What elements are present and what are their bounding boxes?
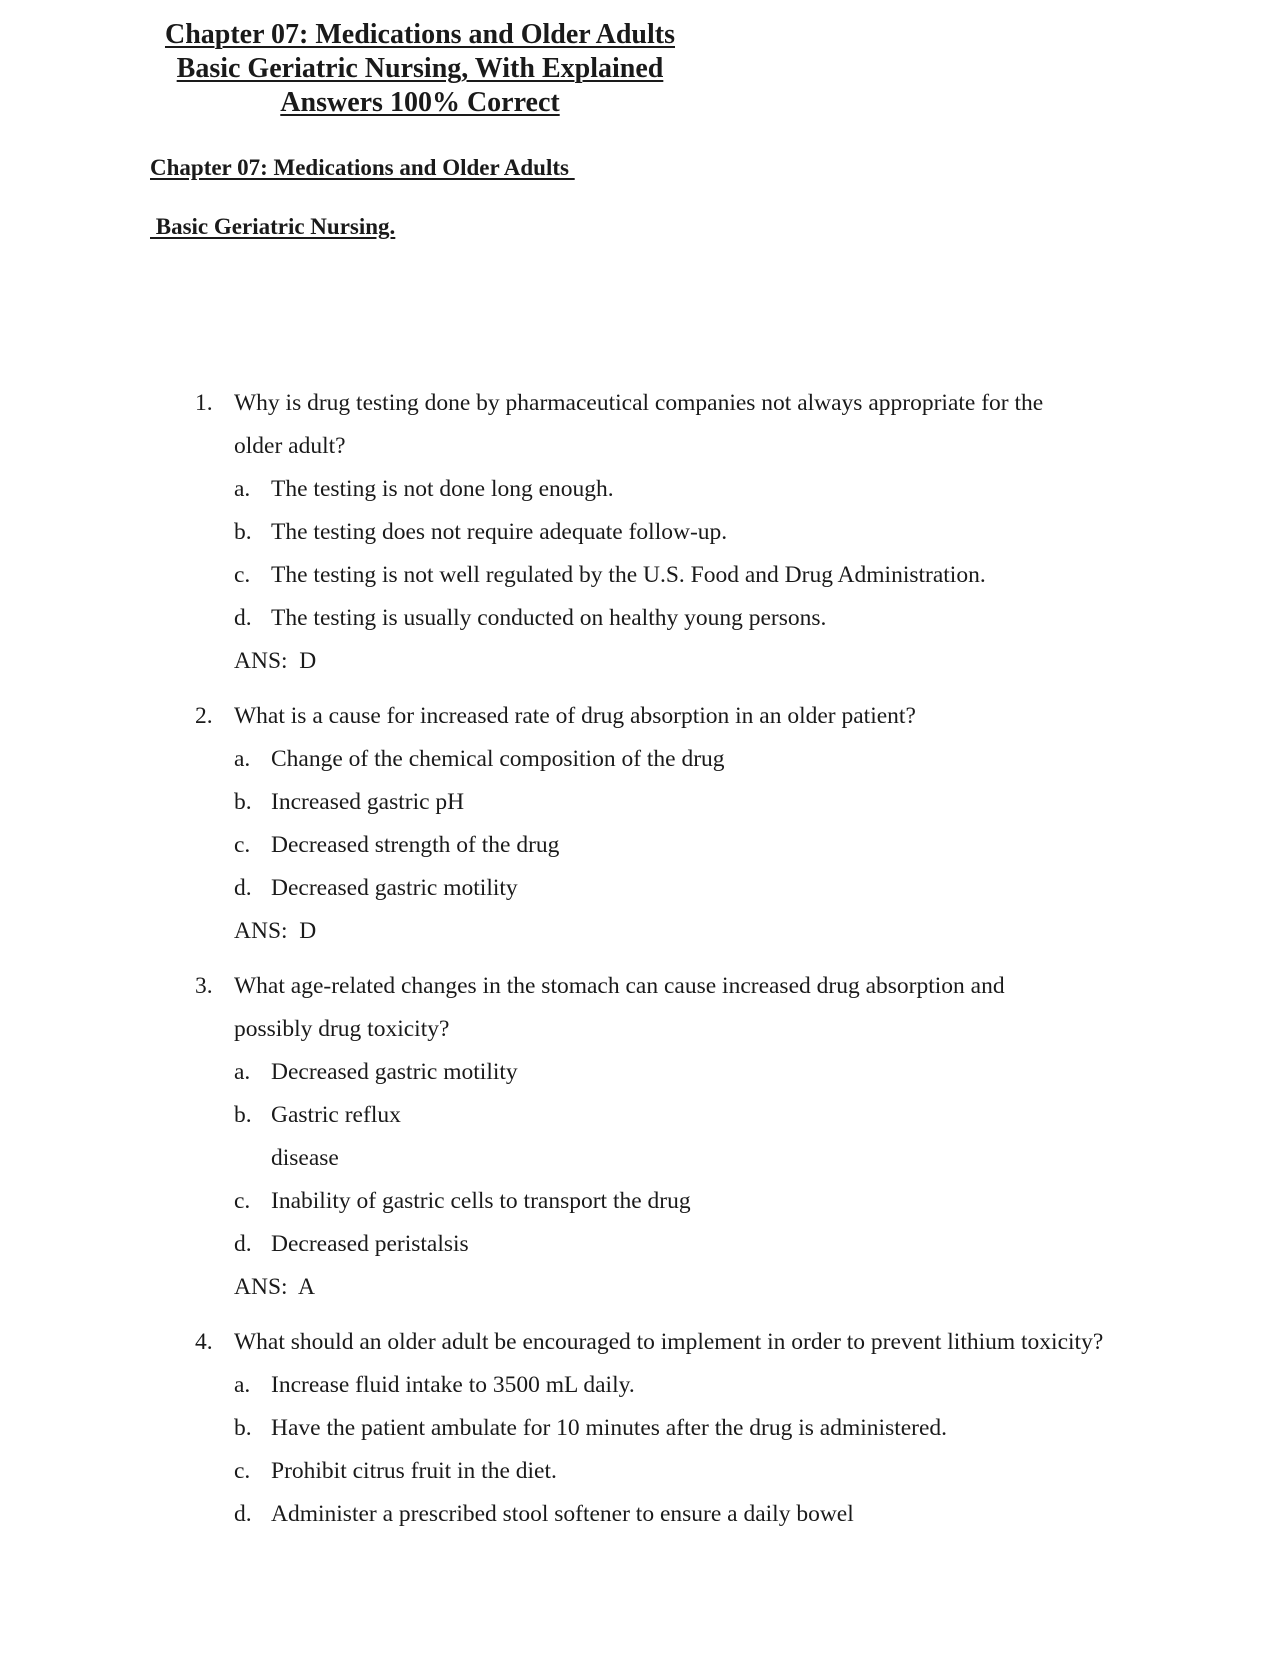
answer-option-b [195,511,1195,554]
answer-option-c [195,1180,1195,1223]
answer-option-d [195,867,1195,910]
option-text: disease [271,1145,339,1171]
option-text: Decreased gastric motility [271,1059,518,1085]
answer-option-a [195,1364,1195,1407]
question-4 [195,1321,1195,1536]
option-letter: d. [234,605,252,631]
answer-option-d [195,597,1195,640]
question-text: What age-related changes in the stomach can cause increased drug absorption and [234,973,1005,999]
answer-option-c [195,1450,1195,1493]
question-number: 2. [195,703,213,729]
option-text: The testing is not well regulated by the U.S. Food and Drug Administration. [271,562,986,588]
answer-option-b-continuation [195,1137,1195,1180]
question-1 [195,382,1195,683]
option-letter: b. [234,1415,252,1441]
title-line-3: Answers 100% Correct [280,87,560,118]
option-letter: a. [234,1059,251,1085]
option-letter: a. [234,746,251,772]
answer-key: ANS: A [234,1274,315,1300]
option-text: The testing does not require adequate follow-up. [271,519,728,545]
answer-option-d [195,1493,1195,1536]
option-text: Prohibit citrus fruit in the diet. [271,1458,557,1484]
option-letter: d. [234,1501,252,1527]
option-text: Increased gastric pH [271,789,465,815]
title-line-1: Chapter 07: Medications and Older Adults [164,19,675,50]
document-title [150,18,690,120]
option-text: The testing is not done long enough. [271,476,614,502]
question-text: Why is drug testing done by pharmaceutical companies not always appropriate for the [234,390,1044,416]
answer-option-d [195,1223,1195,1266]
answer-option-a [195,738,1195,781]
answer-option-c [195,824,1195,867]
question-text: What is a cause for increased rate of drug absorption in an older patient? [234,703,916,729]
answer-option-b [195,1407,1195,1450]
answer-key: ANS: D [234,918,317,944]
answer-option-a [195,468,1195,511]
option-text: Change of the chemical composition of the drug [271,746,725,772]
answer-option-b [195,1094,1195,1137]
option-text: Decreased gastric motility [271,875,518,901]
option-letter: b. [234,519,252,545]
chapter-subheading: Chapter 07: Medications and Older Adults [150,155,575,180]
option-letter: c. [234,1188,251,1214]
question-text: older adult? [234,433,346,459]
answer-key: ANS: D [234,648,317,674]
answer-option-c [195,554,1195,597]
question-3 [195,965,1195,1309]
option-text: Decreased strength of the drug [271,832,560,858]
question-number: 4. [195,1329,213,1355]
option-letter: c. [234,562,251,588]
option-letter: d. [234,1231,252,1257]
option-text: Decreased peristalsis [271,1231,469,1257]
option-letter: b. [234,1102,252,1128]
answer-option-b [195,781,1195,824]
answer-option-a [195,1051,1195,1094]
book-subheading: Basic Geriatric Nursing. [150,214,396,239]
option-text: Have the patient ambulate for 10 minutes after the drug is administered. [271,1415,948,1441]
question-text: What should an older adult be encouraged to implement in order to prevent lithium toxicity? [234,1329,1104,1355]
question-number: 1. [195,390,213,416]
question-number: 3. [195,973,213,999]
option-letter: c. [234,832,251,858]
option-letter: a. [234,476,251,502]
option-text: Inability of gastric cells to transport the drug [271,1188,691,1214]
option-letter: d. [234,875,252,901]
option-text: Gastric reflux [271,1102,401,1128]
option-text: The testing is usually conducted on healthy young persons. [271,605,827,631]
title-line-2: Basic Geriatric Nursing, With Explained [176,53,664,84]
option-text: Increase fluid intake to 3500 mL daily. [271,1372,635,1398]
option-letter: a. [234,1372,251,1398]
option-letter: c. [234,1458,251,1484]
question-2 [195,695,1195,953]
option-text: Administer a prescribed stool softener to ensure a daily bowel [271,1501,854,1527]
question-text: possibly drug toxicity? [234,1016,450,1042]
option-letter: b. [234,789,252,815]
